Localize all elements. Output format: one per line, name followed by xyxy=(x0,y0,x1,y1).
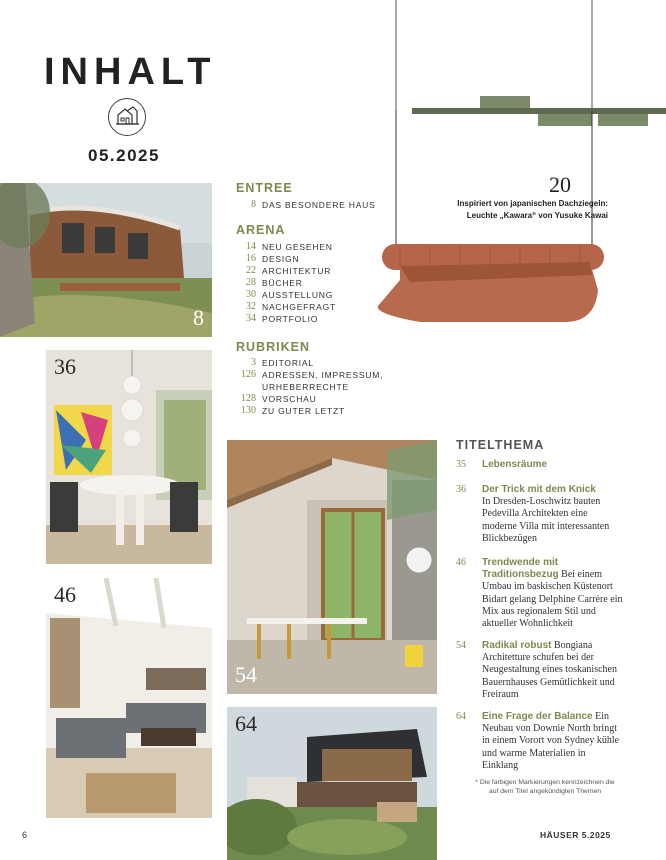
feature-caption: Inspiriert von japanischen Dachziegeln: Leuchte „Kawara“ von Yusuke Kawai xyxy=(457,199,608,220)
toc-page: 30 xyxy=(246,289,256,300)
toc-page: 32 xyxy=(246,301,256,312)
photo-loft-54[interactable] xyxy=(227,440,437,694)
toc-item[interactable] xyxy=(236,253,436,265)
article-text: Bongiana Architetture schufen bei der Neugestaltung eines toskanischen Bauernhauses Gemütlichkeit und Freiraum xyxy=(482,640,617,700)
titelthema-lead[interactable] xyxy=(456,459,624,471)
toc-page: 22 xyxy=(246,265,256,276)
toc-page: 16 xyxy=(246,253,256,264)
article-page: 46 xyxy=(456,557,466,568)
toc-item[interactable] xyxy=(236,301,436,313)
toc-label: ZU GUTER LETZT xyxy=(262,406,345,416)
photo-page-number: 8 xyxy=(193,305,204,330)
photo-page-number: 54 xyxy=(235,662,257,687)
section-titelthema-title: TITELTHEMA xyxy=(456,438,545,452)
section-arena-list xyxy=(236,241,436,325)
page-title: INHALT xyxy=(44,51,217,93)
section-entree-title: ENTREE xyxy=(236,181,293,195)
section-arena-title: ARENA xyxy=(236,223,286,237)
toc-page: 128 xyxy=(241,393,256,404)
footer-page-number: 6 xyxy=(22,830,28,840)
photo-house-8[interactable] xyxy=(0,183,212,337)
house-outline-icon xyxy=(108,98,146,136)
photo-dining-36[interactable] xyxy=(46,350,212,564)
toc-label: DESIGN xyxy=(262,254,300,264)
toc-label: DAS BESONDERE HAUS xyxy=(262,200,376,210)
feature-page-number: 20 xyxy=(549,172,571,197)
toc-item[interactable] xyxy=(236,265,436,277)
toc-item[interactable] xyxy=(236,405,436,417)
article-headline: Trendwende mit Traditionsbezug xyxy=(482,557,559,581)
toc-page: 3 xyxy=(251,357,256,368)
toc-page: 14 xyxy=(246,241,256,252)
toc-label: ARCHITEKTUR xyxy=(262,266,332,276)
section-rubriken-title: RUBRIKEN xyxy=(236,340,310,354)
article-page: 64 xyxy=(456,711,466,722)
toc-page: 28 xyxy=(246,277,256,288)
article-headline: Radikal robust xyxy=(482,640,552,651)
article-text: In Dresden-Loschwitz bauten Pedevilla Architekten eine moderne Villa mit interessanten Blickbezügen xyxy=(482,496,610,544)
photo-house-64[interactable] xyxy=(227,707,437,860)
article-page: 54 xyxy=(456,640,466,651)
toc-item[interactable] xyxy=(236,313,436,325)
toc-item[interactable] xyxy=(236,393,436,405)
article-page: 35 xyxy=(456,459,466,470)
toc-item[interactable] xyxy=(236,241,436,253)
toc-label: VORSCHAU xyxy=(262,394,317,404)
toc-page: 8 xyxy=(251,199,256,210)
section-entree-list xyxy=(236,199,436,211)
toc-page: 34 xyxy=(246,313,256,324)
issue-date: 05.2025 xyxy=(88,146,160,165)
article-text: Ein Neubau von Downie North bringt in einem Vorort von Sydney kühle und warme Materialien in Einklang xyxy=(482,711,620,771)
toc-item[interactable] xyxy=(236,369,436,393)
toc-label: AUSSTELLUNG xyxy=(262,290,334,300)
photo-page-number: 36 xyxy=(54,354,76,379)
article-page: 36 xyxy=(456,484,466,495)
article-item[interactable] xyxy=(456,484,624,545)
article-item[interactable] xyxy=(456,711,624,772)
toc-item[interactable] xyxy=(236,289,436,301)
article-item[interactable] xyxy=(456,640,624,701)
photo-living-46[interactable] xyxy=(46,578,212,818)
toc-label: BÜCHER xyxy=(262,278,303,288)
toc-label: NACHGEFRAGT xyxy=(262,302,336,312)
toc-label: NEU GESEHEN xyxy=(262,242,333,252)
toc-page: 126 xyxy=(241,369,256,380)
footnote: * Die farbigen Markierungen kennzeichnen die auf dem Titel angekündigten Themen xyxy=(475,779,615,795)
toc-item[interactable] xyxy=(236,277,436,289)
footer-magazine: HÄUSER 5.2025 xyxy=(540,830,611,840)
toc-item[interactable] xyxy=(236,199,436,211)
article-text: Bei einem Umbau im baskischen Küstenort Bidart gelang Delphine Carrère ein Mix aus regionalem Stil und aktueller Wohnlichkeit xyxy=(482,569,623,630)
toc-page: 130 xyxy=(241,405,256,416)
toc-label: PORTFOLIO xyxy=(262,314,319,324)
photo-page-number: 64 xyxy=(235,711,257,736)
toc-label: EDITORIAL xyxy=(262,358,314,368)
article-headline: Der Trick mit dem Knick xyxy=(482,484,596,495)
section-rubriken-list xyxy=(236,357,436,417)
article-headline: Lebensräume xyxy=(482,459,548,470)
photo-page-number: 46 xyxy=(54,582,76,607)
toc-label: ADRESSEN, IMPRESSUM, URHEBERRECHTE xyxy=(262,370,384,392)
article-item[interactable] xyxy=(456,557,624,630)
toc-item[interactable] xyxy=(236,357,436,369)
article-headline: Eine Frage der Balance xyxy=(482,711,593,722)
